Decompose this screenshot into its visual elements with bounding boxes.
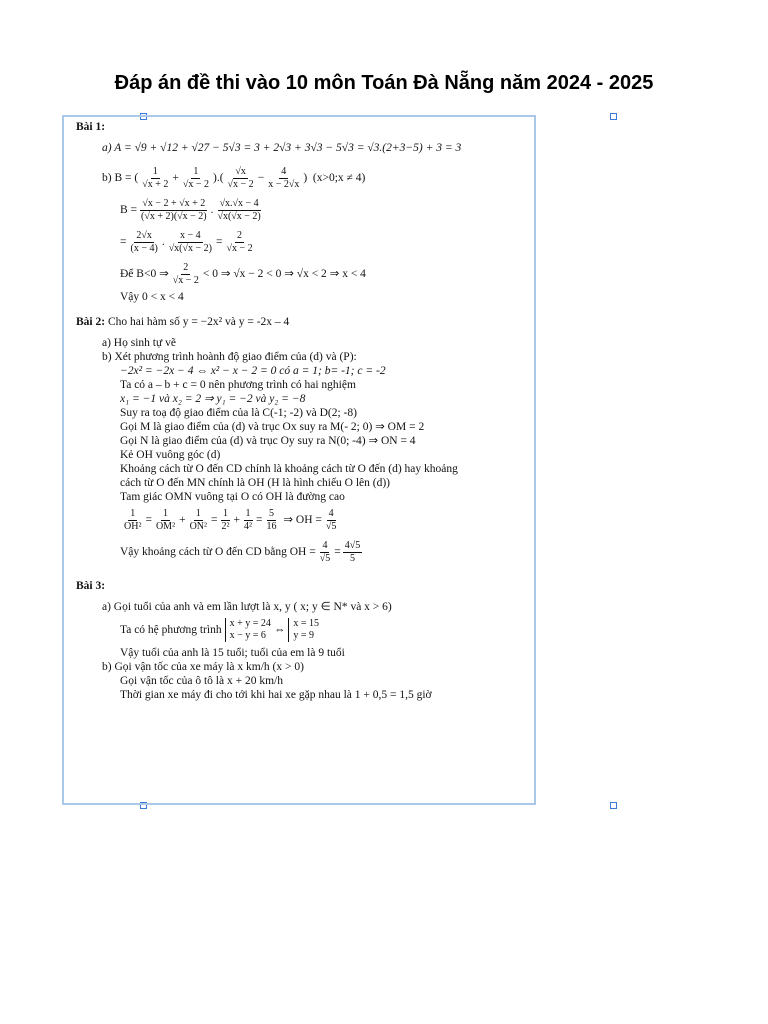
bai2-b: b) Xét phương trình hoành độ giao điểm của (d) và (P): (102, 351, 357, 363)
bai2-l7: Kẻ OH vuông góc (d) (120, 449, 221, 461)
bai1-b-conclusion: Vậy 0 < x < 4 (120, 291, 184, 303)
bai3-l3: Thời gian xe máy đi cho tới khi hai xe gặp nhau là 1 + 0,5 = 1,5 giờ (120, 689, 432, 701)
bai2-a: a) Họ sinh tự vẽ (102, 337, 176, 349)
bai2-conclusion: Vậy khoảng cách từ O đến CD bằng OH = $\frac{4}{√5}$ = $\frac{4√5}{5}$ (120, 539, 361, 564)
bai1-b-step4: Để B<0 ⇒ $\frac{2}{√x - 2}$ < 0 ⇒ √x − 2 < 0 ⇒ √x < 2 ⇒ x < 4 (120, 261, 366, 286)
bai2-l10: Tam giác OMN vuông tại O có OH là đường cao (120, 491, 345, 503)
bai2-l2: Ta có a – b + c = 0 nên phương trình có hai nghiệm (120, 379, 356, 391)
bai1-b-step2: B = $\frac{√x - 2 + √x + 2}{(√x + 2)(√x - 2)}$ . $\frac{√x.√x - 4}{√x(√x - 2)}$ (120, 197, 261, 222)
bai2-l6: Gọi N là giao điểm của (d) và trục Oy suy ra N(0; -4) ⇒ ON = 4 (120, 435, 416, 447)
bai3-heading: Bài 3: (76, 580, 106, 592)
bai2-l4: Suy ra toạ độ giao điểm của là C(-1; -2) và D(2; -8) (120, 407, 357, 419)
page-title: Đáp án đề thi vào 10 môn Toán Đà Nẵng năm 2024 - 2025 (114, 72, 654, 94)
bai3-b: b) Gọi vận tốc của xe máy là x km/h (x > 0) (102, 661, 304, 673)
bai2-heading-line: Bài 2: Cho hai hàm số y = −2x² và y = -2x – 4 (76, 316, 290, 328)
bai2-l8: Khoảng cách từ O đến CD chính là khoảng cách từ O đến (d) hay khoảng (120, 463, 458, 475)
bai2-l9: cách từ O đến MN chính là OH (H là hình chiếu O lên (d)) (120, 477, 391, 489)
bai1-b-step3: = $\frac{2√x}{(x - 4)}$ . $\frac{x - 4}{√x(√x - 2)}$ = $\frac{2}{√x - 2}$ (120, 229, 253, 254)
resize-handle-bottom-right[interactable] (610, 802, 617, 809)
bai1-heading: Bài 1: (76, 121, 106, 133)
bai1-b-expression: b) B = ( $\frac{1}{√x + 2}$ + $\frac{1}{√x - 2}$ ).( $\frac{√x}{√x - 2}$ − $\frac{4}{x - 2√x}$ ) (x>0;x ≠ 4) (102, 165, 366, 190)
bai2-l1: −2x² = −2x − 4 ⇔ x² − x − 2 = 0 có a = 1; b= -1; c = -2 (120, 365, 386, 377)
bai1-a: a) A = √9 + √12 + √27 − 5√3 = 3 + 2√3 + 3√3 − 5√3 = √3.(2+3−5) + 3 = 3 (102, 142, 462, 154)
bai3-l1: Vậy tuổi của anh là 15 tuổi; tuổi của em là 9 tuổi (120, 647, 345, 659)
bai2-formula: $\frac{1}{\text{OH²}}$ = $\frac{1}{\text{OM²}}$ + $\frac{1}{\text{ON²}}$ = $\frac{1}{\text{2²}}$ + $\frac{1}{\text{4²}}$ = $\frac{5}{16}$ ⇒ OH = $\frac{4}{√5}$ (124, 507, 337, 532)
bai3-l2: Gọi vận tốc của ô tô là x + 20 km/h (120, 675, 283, 687)
bai2-l5: Gọi M là giao điểm của (d) và trục Ox suy ra M(- 2; 0) ⇒ OM = 2 (120, 421, 425, 433)
resize-handle-top-right[interactable] (610, 113, 617, 120)
answer-content (76, 120, 531, 702)
bai2-heading: Bài 2: (76, 316, 106, 328)
answer-image-frame[interactable] (62, 115, 536, 805)
bai3-a: a) Gọi tuổi của anh và em lần lượt là x, y ( x; y ∈ N* và x > 6) (102, 601, 392, 613)
bai3-system: Ta có hệ phương trình x + y = 24 x − y = 6 ⇔ x = 15 y = 9 (120, 618, 319, 641)
bai2-l3: x₁ = −1 và x₂ = 2 ⇒ y₁ = −2 và y₂ = −8 (120, 393, 306, 405)
